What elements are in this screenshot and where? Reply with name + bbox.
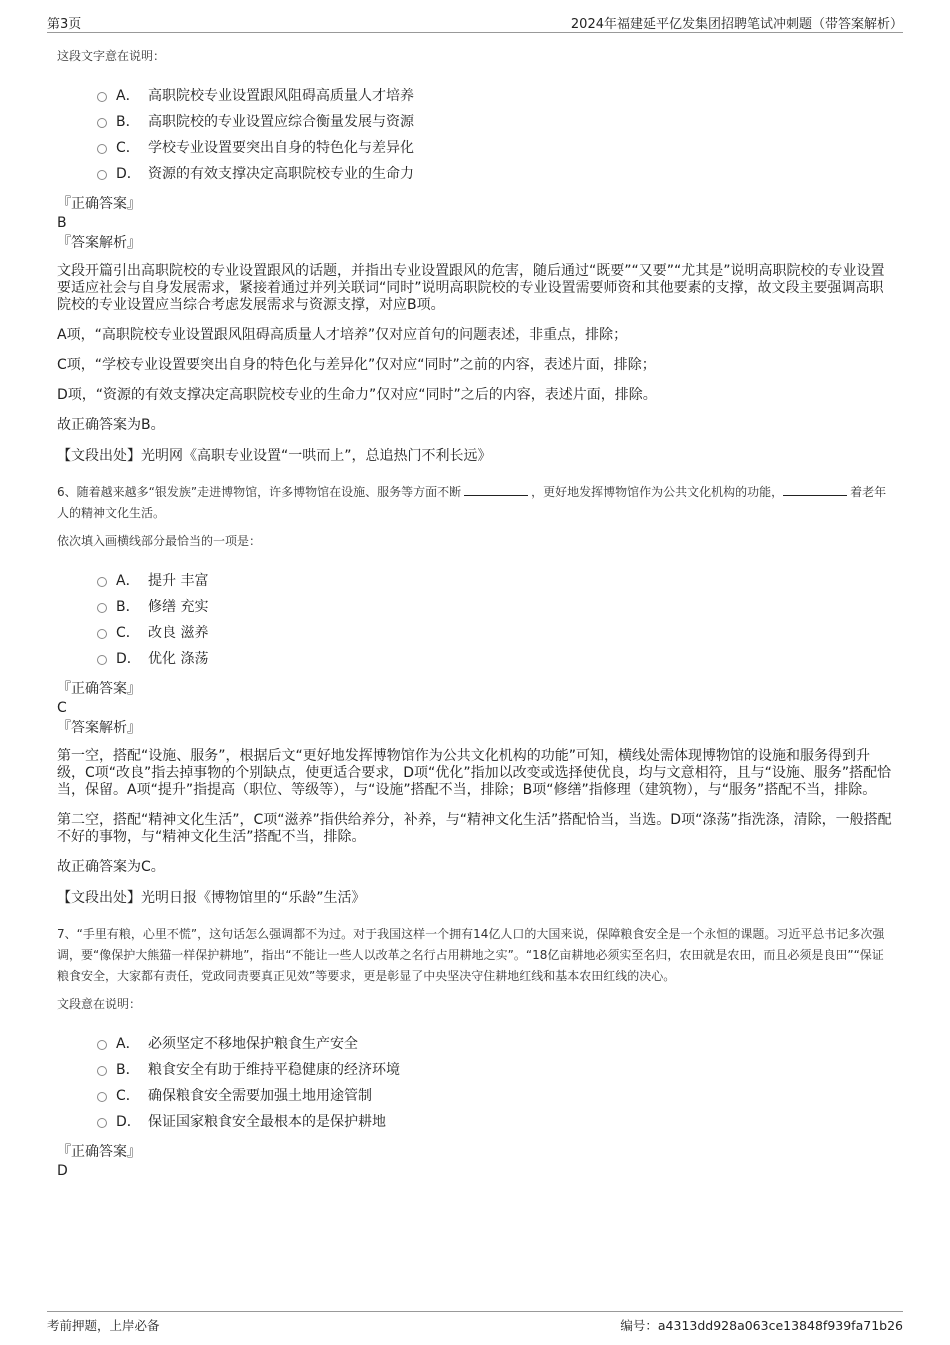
- q5-option-c[interactable]: C． 学校专业设置要突出自身的特色化与差异化: [97, 135, 895, 161]
- q5-option-a[interactable]: A． 高职院校专业设置跟风阻碍高质量人才培养: [97, 83, 895, 109]
- page-content: [57, 42, 895, 1182]
- radio-icon[interactable]: [97, 603, 107, 613]
- q5-analysis-5: 故正确答案为B。: [57, 417, 165, 433]
- q5-option-b[interactable]: B． 高职院校的专业设置应综合衡量发展与资源: [97, 109, 895, 135]
- document-code: 编号：a4313dd928a063ce13848f939fa71b26: [620, 1318, 903, 1333]
- radio-icon[interactable]: [97, 1118, 107, 1128]
- q6-option-d[interactable]: D． 优化 涤荡: [97, 646, 895, 672]
- q6-analysis-tag: 『答案解析』: [57, 720, 141, 736]
- q5-prompt: 这段文字意在说明：: [57, 49, 166, 63]
- q6-options: [97, 568, 895, 672]
- q7-option-a[interactable]: A． 必须坚定不移地保护粮食生产安全: [97, 1031, 895, 1057]
- footer-slogan: 考前押题，上岸必备: [47, 1318, 160, 1333]
- q5-source: 【文段出处】光明网《高职专业设置“一哄而上”，总追热门不利长远》: [57, 448, 492, 464]
- q5-analysis-2: A项，“高职院校专业设置跟风阻碍高质量人才培养”仅对应首句的问题表述，非重点，排除；: [57, 327, 628, 343]
- q6-option-a[interactable]: A． 提升 丰富: [97, 568, 895, 594]
- q6-source: 【文段出处】光明日报《博物馆里的“乐龄”生活》: [57, 890, 366, 906]
- q6-analysis-2: 第二空，搭配“精神文化生活”，C项“滋养”指供给养分，补养，与“精神文化生活”搭配恰当，当选。D项“涤荡”指洗涤，清除，一般搭配不好的事物，与“精神文化生活”搭配不当，排除。: [57, 812, 892, 845]
- page-footer: [47, 1311, 903, 1336]
- q5-option-d[interactable]: D． 资源的有效支撑决定高职院校专业的生命力: [97, 161, 895, 187]
- page-header: [47, 10, 903, 33]
- q7-answer: D: [57, 1163, 68, 1179]
- q6-analysis-1: 第一空，搭配“设施、服务”，根据后文“更好地发挥博物馆作为公共文化机构的功能”可知，横线处需体现博物馆的设施和服务得到升级，C项“改良”指去掉事物的个别缺点，使更适合要求，D项“优化”指加以改变或选择使优良，均与文意相符，且与“设施、服务”搭配恰当，保留。A项“提升”指提高（职位、等级等），与“设施”搭配不当，排除；B项“修缮”指修理（建筑物），与“服务”搭配不当，排除。: [57, 748, 892, 798]
- q5-analysis-3: C项，“学校专业设置要突出自身的特色化与差异化”仅对应“同时”之前的内容，表述片面，排除；: [57, 357, 656, 373]
- radio-icon[interactable]: [97, 1066, 107, 1076]
- blank-line: [783, 483, 847, 496]
- blank-line: [464, 483, 528, 496]
- q7-stem: 7、“手里有粮，心里不慌”，这句话怎么强调都不为过。对于我国这样一个拥有14亿人口的大国来说，保障粮食安全是一个永恒的课题。习近平总书记多次强调，要“像保护大熊猫一样保护耕地”，指出“不能让一些人以改革之名行占用耕地之实”。“18亿亩耕地必须实至名归，农田就是农田，而且必须是良田”“保证粮食安全，大家都有责任，党政同责要真正见效”等要求，更是彰显了中央坚决守住耕地红线和基本农田红线的决心。: [57, 927, 885, 983]
- q7-option-d[interactable]: D． 保证国家粮食安全最根本的是保护耕地: [97, 1109, 895, 1135]
- radio-icon[interactable]: [97, 1092, 107, 1102]
- q6-option-b[interactable]: B． 修缮 充实: [97, 594, 895, 620]
- radio-icon[interactable]: [97, 170, 107, 180]
- q7-prompt: 文段意在说明：: [57, 997, 142, 1011]
- q6-analysis-3: 故正确答案为C。: [57, 859, 165, 875]
- q6-option-c[interactable]: C． 改良 滋养: [97, 620, 895, 646]
- radio-icon[interactable]: [97, 629, 107, 639]
- q5-analysis-1: 文段开篇引出高职院校的专业设置跟风的话题，并指出专业设置跟风的危害，随后通过“既要”“又要”“尤其是”说明高职院校的专业设置要适应社会与自身发展需求，紧接着通过并列关联词“同时”说明高职院校的专业设置需要师资和其他要素的支撑，故文段主要强调高职院校的专业设置应当综合考虑发展需求与资源支撑，对应B项。: [57, 263, 885, 313]
- q5-options: [97, 83, 895, 187]
- radio-icon[interactable]: [97, 655, 107, 665]
- q6-stem: 6、随着越来越多“银发族”走进博物馆，许多博物馆在设施、服务等方面不断 ，更好地发挥博物馆作为公共文化机构的功能， 着老年人的精神文化生活。: [57, 485, 887, 520]
- q5-answer: B: [57, 215, 67, 231]
- q7-option-b[interactable]: B． 粮食安全有助于维持平稳健康的经济环境: [97, 1057, 895, 1083]
- q7-options: [97, 1031, 895, 1135]
- radio-icon[interactable]: [97, 144, 107, 154]
- q7-answer-tag: 『正确答案』: [57, 1144, 141, 1160]
- q5-analysis-tag: 『答案解析』: [57, 235, 141, 251]
- q6-answer-tag: 『正确答案』: [57, 681, 141, 697]
- document-title: 2024年福建延平亿发集团招聘笔试冲刺题（带答案解析）: [570, 17, 903, 32]
- q5-answer-tag: 『正确答案』: [57, 196, 141, 212]
- q6-prompt: 依次填入画横线部分最恰当的一项是：: [57, 534, 262, 548]
- radio-icon[interactable]: [97, 118, 107, 128]
- page-number: 第3页: [47, 17, 82, 32]
- radio-icon[interactable]: [97, 577, 107, 587]
- q5-analysis-4: D项，“资源的有效支撑决定高职院校专业的生命力”仅对应“同时”之后的内容，表述片面，排除。: [57, 387, 657, 403]
- q7-option-c[interactable]: C． 确保粮食安全需要加强土地用途管制: [97, 1083, 895, 1109]
- radio-icon[interactable]: [97, 1040, 107, 1050]
- radio-icon[interactable]: [97, 92, 107, 102]
- q6-answer: C: [57, 700, 67, 716]
